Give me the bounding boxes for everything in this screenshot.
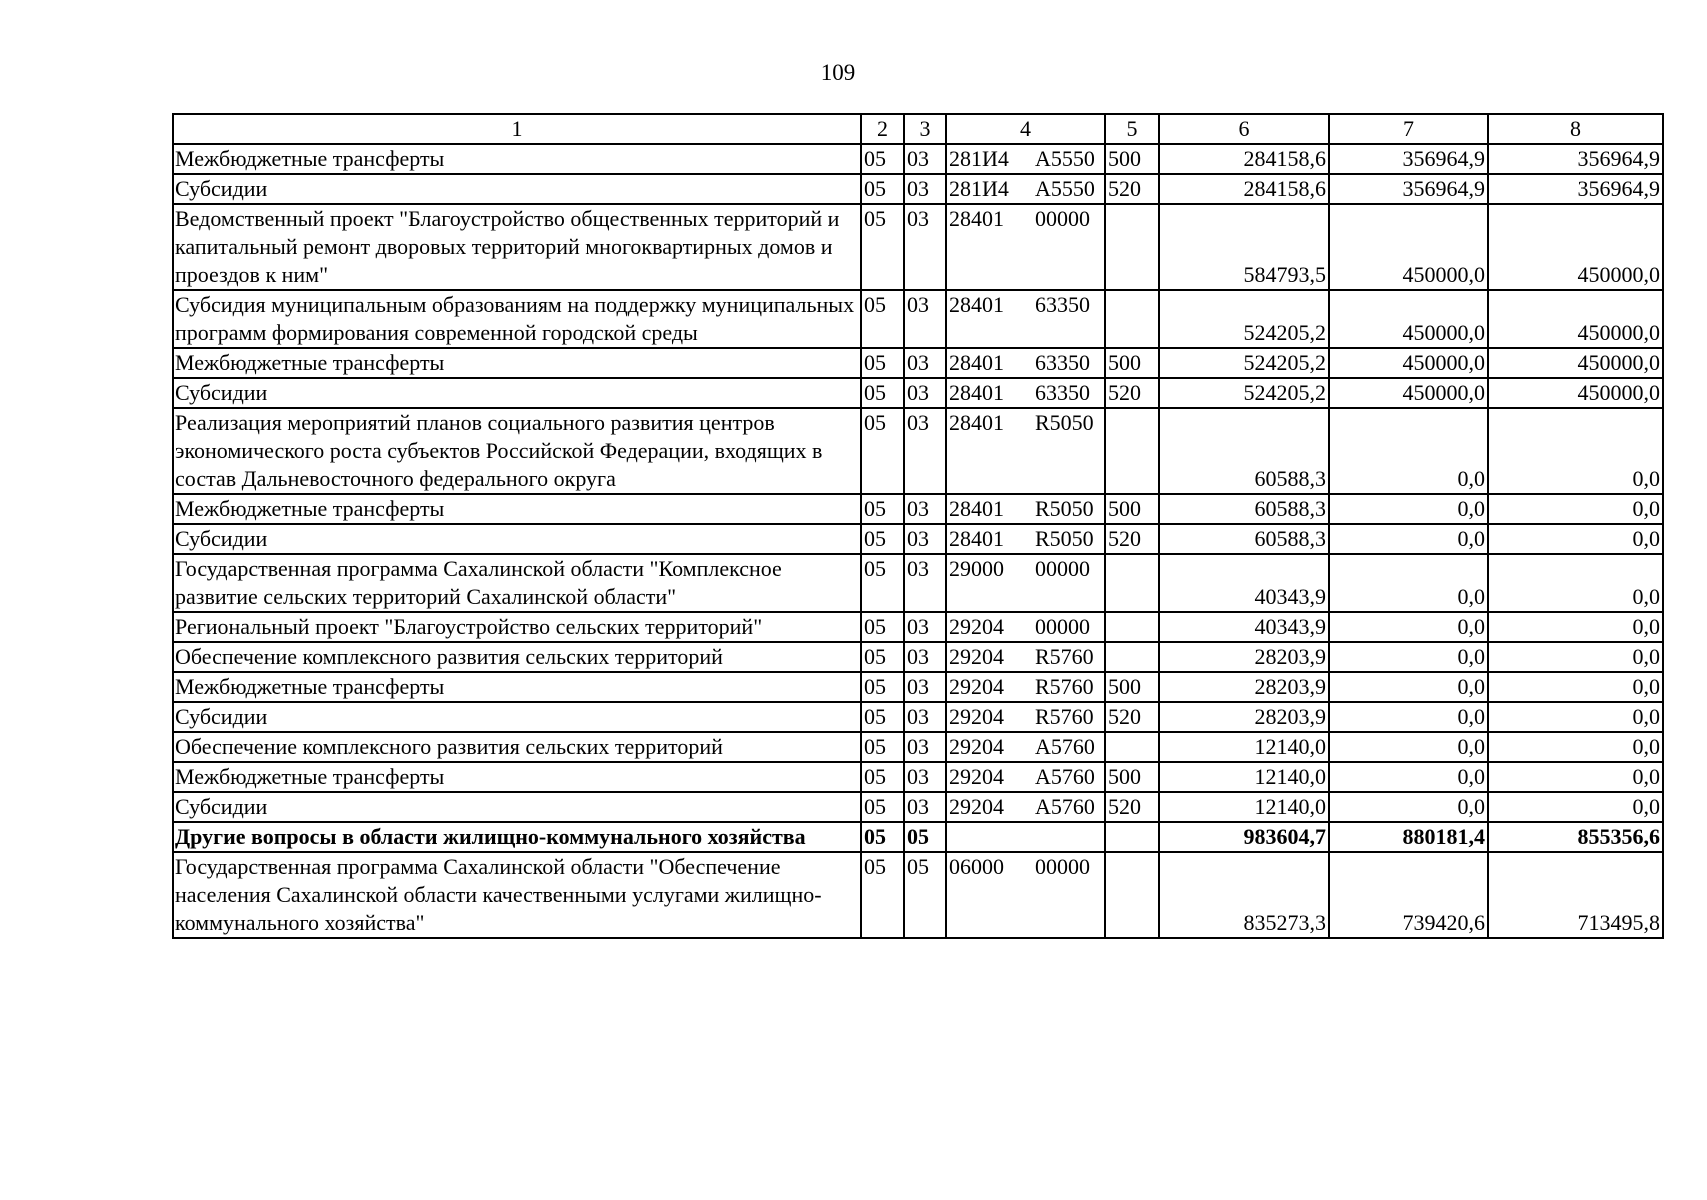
amount-col-8: 356964,9 xyxy=(1488,144,1663,174)
section-code: 05 xyxy=(861,408,904,494)
subsection-code: 03 xyxy=(904,378,946,408)
target-article-code xyxy=(946,174,1105,204)
section-code: 05 xyxy=(861,290,904,348)
expense-type-code: 520 xyxy=(1105,702,1159,732)
expense-type-code: 500 xyxy=(1105,348,1159,378)
expense-type-code xyxy=(1105,408,1159,494)
amount-col-6: 28203,9 xyxy=(1159,702,1329,732)
header-col-3: 3 xyxy=(904,114,946,144)
target-article-code xyxy=(946,702,1105,732)
subsection-code: 03 xyxy=(904,642,946,672)
direction-code: А5760 xyxy=(1035,794,1095,819)
section-code: 05 xyxy=(861,762,904,792)
table-row xyxy=(173,554,1663,612)
expense-type-code xyxy=(1105,852,1159,938)
program-code: 29204 xyxy=(949,704,1004,729)
target-article-code xyxy=(946,822,1105,852)
subsection-code: 03 xyxy=(904,408,946,494)
row-name: Межбюджетные трансферты xyxy=(173,348,861,378)
table-row xyxy=(173,642,1663,672)
table-row xyxy=(173,852,1663,938)
amount-col-6: 28203,9 xyxy=(1159,672,1329,702)
direction-code: R5050 xyxy=(1035,496,1094,521)
amount-col-6: 284158,6 xyxy=(1159,144,1329,174)
expense-type-code xyxy=(1105,290,1159,348)
target-article-code xyxy=(946,762,1105,792)
amount-col-8: 0,0 xyxy=(1488,762,1663,792)
amount-col-7: 0,0 xyxy=(1329,732,1488,762)
amount-col-7: 0,0 xyxy=(1329,494,1488,524)
amount-col-6: 28203,9 xyxy=(1159,642,1329,672)
amount-col-8: 450000,0 xyxy=(1488,290,1663,348)
row-name: Субсидии xyxy=(173,792,861,822)
amount-col-6: 40343,9 xyxy=(1159,612,1329,642)
amount-col-6: 40343,9 xyxy=(1159,554,1329,612)
section-code: 05 xyxy=(861,554,904,612)
direction-code: А5550 xyxy=(1035,146,1095,171)
row-name: Государственная программа Сахалинской области "Комплексное развитие сельских территорий Сахалинской области" xyxy=(173,554,861,612)
amount-col-7: 880181,4 xyxy=(1329,822,1488,852)
header-col-5: 5 xyxy=(1105,114,1159,144)
section-code: 05 xyxy=(861,524,904,554)
amount-col-7: 0,0 xyxy=(1329,408,1488,494)
row-name: Государственная программа Сахалинской области "Обеспечение населения Сахалинской области качественными услугами жилищно-коммунального хозяйства" xyxy=(173,852,861,938)
target-article-code xyxy=(946,408,1105,494)
subsection-code: 03 xyxy=(904,290,946,348)
amount-col-7: 356964,9 xyxy=(1329,174,1488,204)
target-article-code xyxy=(946,494,1105,524)
table-body xyxy=(173,144,1663,938)
row-name: Субсидии xyxy=(173,702,861,732)
row-name: Реализация мероприятий планов социального развития центров экономического роста субъектов Российской Федерации, входящих в состав Дальневосточного федерального округа xyxy=(173,408,861,494)
row-name: Обеспечение комплексного развития сельских территорий xyxy=(173,642,861,672)
table-row xyxy=(173,408,1663,494)
amount-col-8: 0,0 xyxy=(1488,494,1663,524)
expense-type-code xyxy=(1105,204,1159,290)
program-code: 281И4 xyxy=(949,176,1009,201)
expense-type-code: 520 xyxy=(1105,378,1159,408)
header-col-1: 1 xyxy=(173,114,861,144)
expense-type-code xyxy=(1105,642,1159,672)
table-row xyxy=(173,702,1663,732)
target-article-code xyxy=(946,792,1105,822)
subsection-code: 03 xyxy=(904,174,946,204)
amount-col-7: 0,0 xyxy=(1329,642,1488,672)
program-code: 28401 xyxy=(949,350,1004,375)
table-row xyxy=(173,204,1663,290)
program-code: 29204 xyxy=(949,734,1004,759)
program-code: 29204 xyxy=(949,614,1004,639)
program-code: 28401 xyxy=(949,410,1004,435)
target-article-code xyxy=(946,524,1105,554)
program-code: 28401 xyxy=(949,526,1004,551)
amount-col-7: 0,0 xyxy=(1329,702,1488,732)
section-code: 05 xyxy=(861,494,904,524)
amount-col-8: 0,0 xyxy=(1488,554,1663,612)
amount-col-6: 284158,6 xyxy=(1159,174,1329,204)
target-article-code xyxy=(946,290,1105,348)
amount-col-6: 524205,2 xyxy=(1159,378,1329,408)
target-article-code xyxy=(946,672,1105,702)
expense-type-code xyxy=(1105,822,1159,852)
amount-col-8: 713495,8 xyxy=(1488,852,1663,938)
program-code: 29000 xyxy=(949,556,1004,581)
row-name: Межбюджетные трансферты xyxy=(173,672,861,702)
direction-code: 63350 xyxy=(1035,350,1090,375)
amount-col-7: 356964,9 xyxy=(1329,144,1488,174)
program-code: 28401 xyxy=(949,380,1004,405)
amount-col-7: 450000,0 xyxy=(1329,204,1488,290)
expense-type-code: 500 xyxy=(1105,494,1159,524)
row-name: Субсидии xyxy=(173,378,861,408)
amount-col-7: 739420,6 xyxy=(1329,852,1488,938)
section-code: 05 xyxy=(861,852,904,938)
program-code: 29204 xyxy=(949,764,1004,789)
amount-col-8: 450000,0 xyxy=(1488,348,1663,378)
row-name: Субсидии xyxy=(173,524,861,554)
amount-col-6: 60588,3 xyxy=(1159,524,1329,554)
direction-code: 00000 xyxy=(1035,206,1090,231)
row-name: Межбюджетные трансферты xyxy=(173,762,861,792)
direction-code: А5550 xyxy=(1035,176,1095,201)
table-row xyxy=(173,378,1663,408)
section-code: 05 xyxy=(861,612,904,642)
expense-type-code: 520 xyxy=(1105,524,1159,554)
program-code: 29204 xyxy=(949,674,1004,699)
direction-code: 00000 xyxy=(1035,614,1090,639)
amount-col-8: 0,0 xyxy=(1488,642,1663,672)
budget-table xyxy=(172,113,1664,939)
amount-col-7: 450000,0 xyxy=(1329,290,1488,348)
amount-col-7: 0,0 xyxy=(1329,554,1488,612)
table-row xyxy=(173,732,1663,762)
amount-col-6: 60588,3 xyxy=(1159,494,1329,524)
section-code: 05 xyxy=(861,822,904,852)
target-article-code xyxy=(946,378,1105,408)
amount-col-8: 0,0 xyxy=(1488,524,1663,554)
subsection-code: 03 xyxy=(904,494,946,524)
expense-type-code: 520 xyxy=(1105,792,1159,822)
program-code: 29204 xyxy=(949,794,1004,819)
header-col-6: 6 xyxy=(1159,114,1329,144)
header-col-7: 7 xyxy=(1329,114,1488,144)
amount-col-8: 450000,0 xyxy=(1488,378,1663,408)
subsection-code: 03 xyxy=(904,204,946,290)
table-row xyxy=(173,792,1663,822)
row-name: Региональный проект "Благоустройство сельских территорий" xyxy=(173,612,861,642)
expense-type-code: 500 xyxy=(1105,144,1159,174)
expense-type-code xyxy=(1105,732,1159,762)
amount-col-6: 12140,0 xyxy=(1159,762,1329,792)
direction-code: 00000 xyxy=(1035,556,1090,581)
amount-col-6: 524205,2 xyxy=(1159,290,1329,348)
amount-col-6: 835273,3 xyxy=(1159,852,1329,938)
table-row xyxy=(173,822,1663,852)
target-article-code xyxy=(946,852,1105,938)
expense-type-code xyxy=(1105,554,1159,612)
section-code: 05 xyxy=(861,204,904,290)
direction-code: А5760 xyxy=(1035,764,1095,789)
amount-col-8: 0,0 xyxy=(1488,732,1663,762)
target-article-code xyxy=(946,732,1105,762)
row-name: Межбюджетные трансферты xyxy=(173,144,861,174)
subsection-code: 03 xyxy=(904,762,946,792)
subsection-code: 05 xyxy=(904,822,946,852)
amount-col-8: 0,0 xyxy=(1488,672,1663,702)
table-row xyxy=(173,672,1663,702)
row-name: Ведомственный проект "Благоустройство общественных территорий и капитальный ремонт дворовых территорий многоквартирных домов и проездов к ним" xyxy=(173,204,861,290)
direction-code: 00000 xyxy=(1035,854,1090,879)
subsection-code: 03 xyxy=(904,144,946,174)
expense-type-code: 520 xyxy=(1105,174,1159,204)
amount-col-8: 450000,0 xyxy=(1488,204,1663,290)
row-name: Субсидия муниципальным образованиям на поддержку муниципальных программ формирования современной городской среды xyxy=(173,290,861,348)
amount-col-6: 983604,7 xyxy=(1159,822,1329,852)
table-row xyxy=(173,612,1663,642)
direction-code: R5760 xyxy=(1035,644,1094,669)
amount-col-7: 450000,0 xyxy=(1329,348,1488,378)
amount-col-6: 12140,0 xyxy=(1159,792,1329,822)
amount-col-8: 0,0 xyxy=(1488,612,1663,642)
target-article-code xyxy=(946,554,1105,612)
subsection-code: 03 xyxy=(904,792,946,822)
header-row xyxy=(173,114,1663,144)
program-code: 28401 xyxy=(949,292,1004,317)
amount-col-8: 356964,9 xyxy=(1488,174,1663,204)
direction-code: R5050 xyxy=(1035,526,1094,551)
section-code: 05 xyxy=(861,174,904,204)
target-article-code xyxy=(946,348,1105,378)
section-code: 05 xyxy=(861,702,904,732)
program-code: 28401 xyxy=(949,496,1004,521)
amount-col-7: 0,0 xyxy=(1329,612,1488,642)
amount-col-7: 450000,0 xyxy=(1329,378,1488,408)
page-number: 109 xyxy=(820,60,856,85)
amount-col-7: 0,0 xyxy=(1329,792,1488,822)
direction-code: 63350 xyxy=(1035,380,1090,405)
header-col-2: 2 xyxy=(861,114,904,144)
section-code: 05 xyxy=(861,144,904,174)
subsection-code: 03 xyxy=(904,732,946,762)
subsection-code: 03 xyxy=(904,702,946,732)
row-name: Обеспечение комплексного развития сельских территорий xyxy=(173,732,861,762)
expense-type-code: 500 xyxy=(1105,672,1159,702)
section-code: 05 xyxy=(861,792,904,822)
program-code: 281И4 xyxy=(949,146,1009,171)
subsection-code: 05 xyxy=(904,852,946,938)
direction-code: А5760 xyxy=(1035,734,1095,759)
row-name: Субсидии xyxy=(173,174,861,204)
subsection-code: 03 xyxy=(904,524,946,554)
subsection-code: 03 xyxy=(904,612,946,642)
header-col-8: 8 xyxy=(1488,114,1663,144)
section-code: 05 xyxy=(861,732,904,762)
amount-col-8: 0,0 xyxy=(1488,792,1663,822)
table-row xyxy=(173,290,1663,348)
direction-code: R5760 xyxy=(1035,704,1094,729)
amount-col-6: 584793,5 xyxy=(1159,204,1329,290)
table-row xyxy=(173,348,1663,378)
row-name: Межбюджетные трансферты xyxy=(173,494,861,524)
amount-col-8: 855356,6 xyxy=(1488,822,1663,852)
amount-col-8: 0,0 xyxy=(1488,702,1663,732)
expense-type-code: 500 xyxy=(1105,762,1159,792)
table-row xyxy=(173,524,1663,554)
amount-col-8: 0,0 xyxy=(1488,408,1663,494)
expense-type-code xyxy=(1105,612,1159,642)
table-row xyxy=(173,762,1663,792)
program-code: 28401 xyxy=(949,206,1004,231)
program-code: 06000 xyxy=(949,854,1004,879)
amount-col-6: 60588,3 xyxy=(1159,408,1329,494)
direction-code: R5760 xyxy=(1035,674,1094,699)
target-article-code xyxy=(946,642,1105,672)
section-code: 05 xyxy=(861,348,904,378)
subsection-code: 03 xyxy=(904,348,946,378)
subsection-code: 03 xyxy=(904,672,946,702)
direction-code: 63350 xyxy=(1035,292,1090,317)
table-row xyxy=(173,144,1663,174)
target-article-code xyxy=(946,204,1105,290)
target-article-code xyxy=(946,144,1105,174)
direction-code: R5050 xyxy=(1035,410,1094,435)
subsection-code: 03 xyxy=(904,554,946,612)
amount-col-7: 0,0 xyxy=(1329,672,1488,702)
amount-col-6: 524205,2 xyxy=(1159,348,1329,378)
amount-col-7: 0,0 xyxy=(1329,524,1488,554)
amount-col-6: 12140,0 xyxy=(1159,732,1329,762)
section-code: 05 xyxy=(861,378,904,408)
section-code: 05 xyxy=(861,672,904,702)
table-row xyxy=(173,494,1663,524)
program-code: 29204 xyxy=(949,644,1004,669)
row-name: Другие вопросы в области жилищно-коммунального хозяйства xyxy=(173,822,861,852)
amount-col-7: 0,0 xyxy=(1329,762,1488,792)
section-code: 05 xyxy=(861,642,904,672)
target-article-code xyxy=(946,612,1105,642)
header-col-4: 4 xyxy=(946,114,1105,144)
table-row xyxy=(173,174,1663,204)
